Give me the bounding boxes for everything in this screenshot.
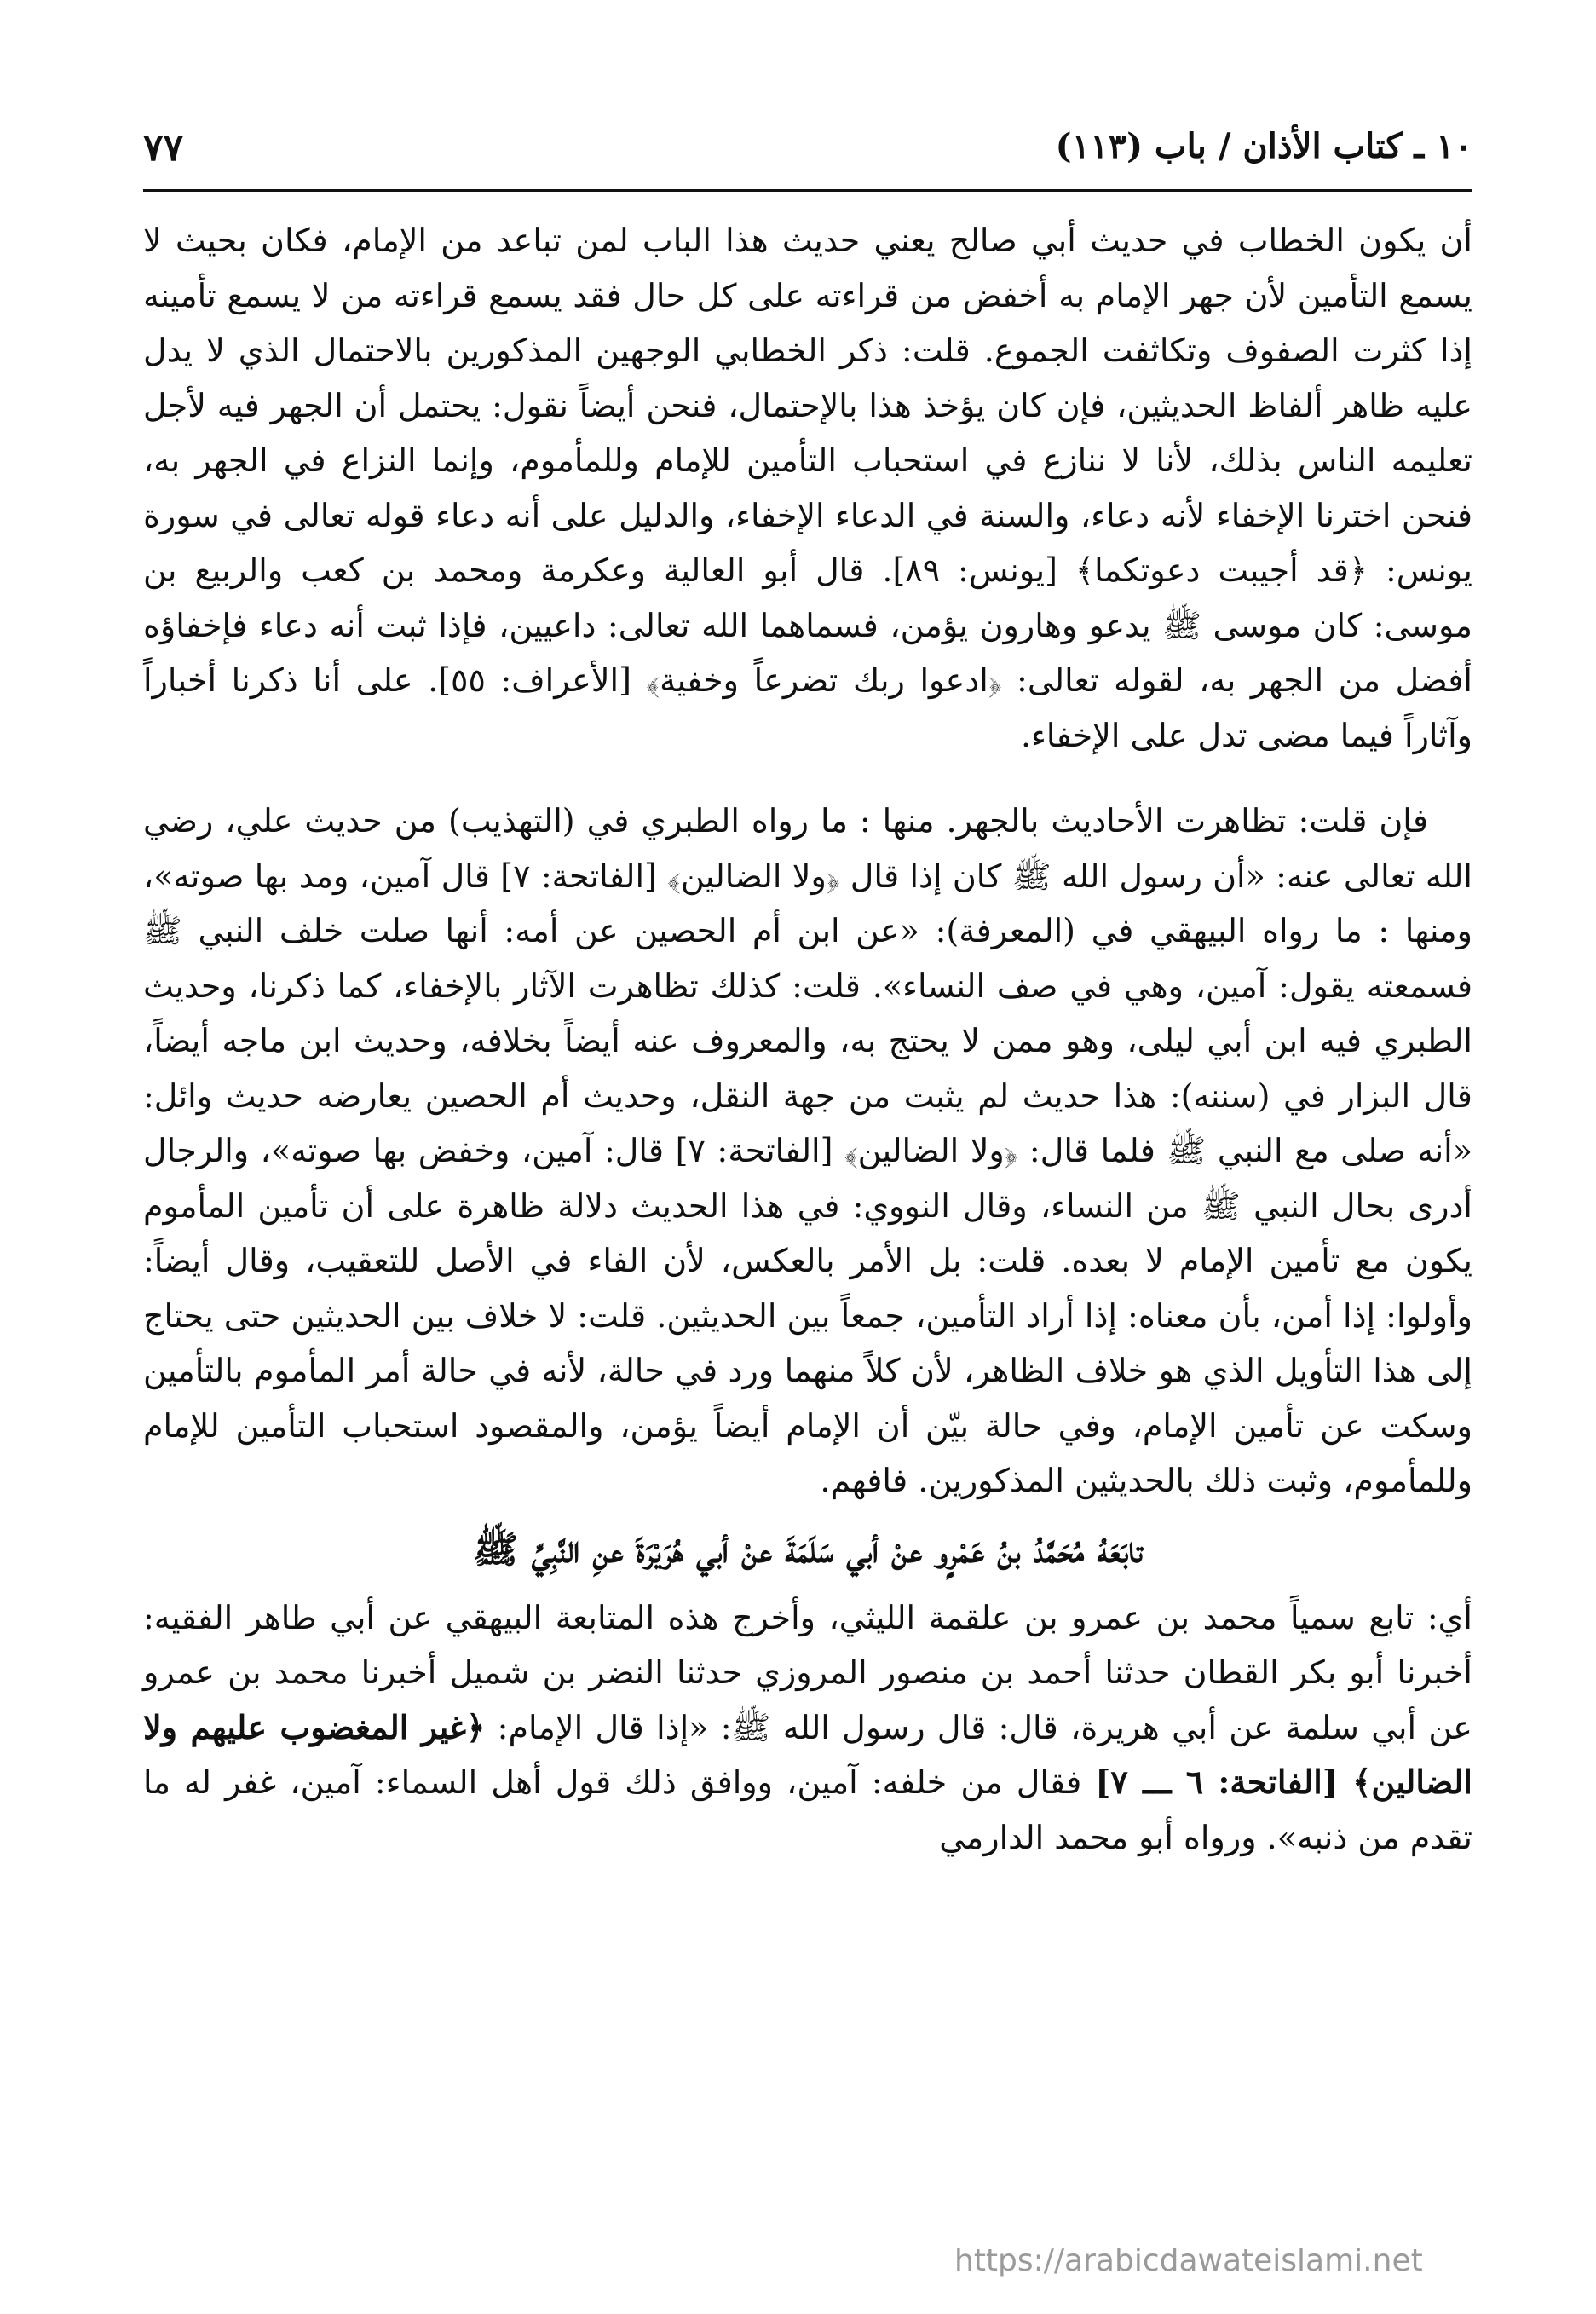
text-line: أن يكون الخطاب في حديث أبي صالح يعني حديث هذا الباب لمن تباعد من الإمام، xyxy=(341,222,1472,259)
page-body xyxy=(143,213,1472,1865)
text-line: يحتج به، والمعروف عنه أيضاً بخلافه، وحديث ابن ماجه أيضاً، قال البزار في (سننه): هذا xyxy=(143,1022,1472,1115)
text-line: للتعقيب، وقال أيضاً: وأولوا: إذا أمن، بأن معناه: إذا أراد التأمين، جمعاً بين الحديثين. قلت: xyxy=(143,1242,1472,1335)
page-header xyxy=(143,119,1472,188)
text-line: آمين، ووافق ذلك قول أهل السماء: آمين، غفر له ما تقدم من ذنبه». ورواه أبو محمد الدارمي xyxy=(143,1763,1472,1856)
paragraph-3 xyxy=(143,1590,1472,1866)
text-line: ٧] قال آمين، ومد بها صوته»، ومنها : ما رواه البيهقي في (المعرفة): «عن ابن أم الحصين xyxy=(143,857,1472,949)
text-line: شميل أخبرنا محمد بن عمرو عن أبي سلمة عن أبي هريرة، قال: قال رسول الله ﷺ: «إذا xyxy=(143,1653,1472,1746)
text-line: دعاء، والسنة في الدعاء الإخفاء، والدليل على أنه دعاء قوله تعالى في سورة يونس: ﴿قد xyxy=(143,496,1472,589)
text-line: حديث علي، رضي الله تعالى عنه: «أن رسول الله ﷺ كان إذا قال ﴿ولا الضالين﴾ [الفاتحة: xyxy=(143,802,1472,895)
text-line: حديث لم يثبت من جهة النقل، وحديث أم الحصين يعارضه حديث وائل: «أنه صلى مع xyxy=(143,1076,1472,1169)
text-line: الوجهين المذكورين بالاحتمال الذي لا يدل عليه ظاهر ألفاظ الحديثين، فإن كان يؤخذ هذا xyxy=(143,332,1472,424)
text-line: كذلك تظاهرت الآثار بالإخفاء، كما ذكرنا، وحديث الطبري فيه ابن أبي ليلى، وهو ممن لا xyxy=(143,967,1472,1059)
section-heading: تابَعَهُ مُحَمَّدُ بنُ عَمْرٍو عنْ أبي سَلَمَةَ عنْ أبي هُرَيْرَةَ عنِ النَّبِيِّ ﷺ xyxy=(473,1527,1143,1572)
text-line: أجيبت دعوتكما﴾ [يونس: ٨٩]. قال أبو العالية وعكرمة ومحمد بن كعب والربيع بن xyxy=(143,551,1299,589)
quran-quote: ﴿غير المغضوب عليهم ولا الضالين﴾ [الفاتحة: ٦ ـــ ٧] xyxy=(143,1707,1472,1801)
header-rule xyxy=(143,189,1472,192)
text-line: فقال من خلفه: xyxy=(871,1763,1096,1801)
text-line: على أنا ذكرنا أخباراً وآثاراً فيما مضى تدل على الإخفاء. xyxy=(143,661,1472,754)
text-line: المذكورين. فافهم. xyxy=(820,1462,1064,1499)
text-line: قال الإمام: xyxy=(485,1708,644,1746)
text-line: عن أمه: أنها صلت خلف النبي ﷺ فسمعته يقول: آمين، وهي في صف النساء». قلت: xyxy=(143,912,1472,1005)
text-line: في استحباب التأمين للإمام وللمأموم، وإنما النزاع في الجهر به، فنحن اخترنا الإخفاء لأنه xyxy=(143,441,1472,534)
text-line: أدرى بحال النبي ﷺ من النساء، وقال النووي: في هذا الحديث دلالة ظاهرة على أن تأمين xyxy=(257,1186,1472,1225)
text-line: فكان بحيث لا يسمع التأمين لأن جهر الإمام به أخفض من قراءته على كل حال فقد يسمع xyxy=(143,222,1472,314)
text-line: أبي طاهر الفقيه: أخبرنا أبو بكر القطان حدثنا أحمد بن منصور المروزي حدثنا النضر بن xyxy=(143,1598,1472,1691)
text-line: بالإحتمال، فنحن أيضاً نقول: يحتمل أن الجهر فيه لأجل تعليمه الناس بذلك، لأنا لا ننازع xyxy=(143,386,1472,479)
text-line: النبي ﷺ فلما قال: ﴿ولا الضالين﴾ [الفاتحة: ٧] قال: آمين، وخفض بها صوته»، والرجال xyxy=(143,1132,1283,1169)
text-line: فإخفاؤه أفضل من الجهر به، لقوله تعالى: ﴿ادعوا ربك تضرعاً وخفية﴾ [الأعراف: ٥٥]. xyxy=(143,606,1472,699)
text-line: المأموم يكون مع تأمين الإمام لا بعده. قلت: بل الأمر بالعكس، لأن الفاء في الأصل xyxy=(143,1186,1472,1279)
text-line: الإمام أيضاً يؤمن، والمقصود استحباب التأمين للإمام وللمأموم، وثبت ذلك بالحديثين xyxy=(143,1406,1472,1499)
page-number: ٧٧ xyxy=(143,126,184,170)
running-head: ١٠ ـ كتاب الأذان / باب (١١٣) xyxy=(1055,126,1472,166)
text-line: موسى: كان موسى ﷺ يدعو وهارون يؤمن، فسماهما الله تعالى: داعيين، فإذا ثبت أنه دعاء xyxy=(258,606,1472,644)
text-line: فإن قلت: تظاهرت الأحاديث بالجهر. منها : ما رواه الطبري في (التهذيب) من xyxy=(394,802,1428,840)
paragraph-1 xyxy=(143,213,1472,763)
text-line: أي: تابع سمياً محمد بن عمرو بن علقمة الليثي، وأخرج هذه المتابعة البيهقي عن xyxy=(388,1598,1472,1636)
text-line: لا خلاف بين الحديثين حتى يحتاج إلى هذا التأويل الذي هو خلاف الظاهر، لأن كلاً منهما xyxy=(143,1296,1472,1389)
paragraph-gap xyxy=(143,763,1472,793)
website-watermark: https://arabicdawateislami.net xyxy=(954,2243,1423,2278)
text-line: قراءته من لا يسمع تأمينه إذا كثرت الصفوف وتكاثفت الجموع. قلت: ذكر الخطابي xyxy=(143,276,1472,369)
text-line: ورد في حالة، لأنه في حالة أمر المأموم بالتأمين وسكت عن تأمين الإمام، وفي حالة بيّن أن xyxy=(143,1352,1472,1445)
paragraph-2 xyxy=(143,793,1472,1509)
